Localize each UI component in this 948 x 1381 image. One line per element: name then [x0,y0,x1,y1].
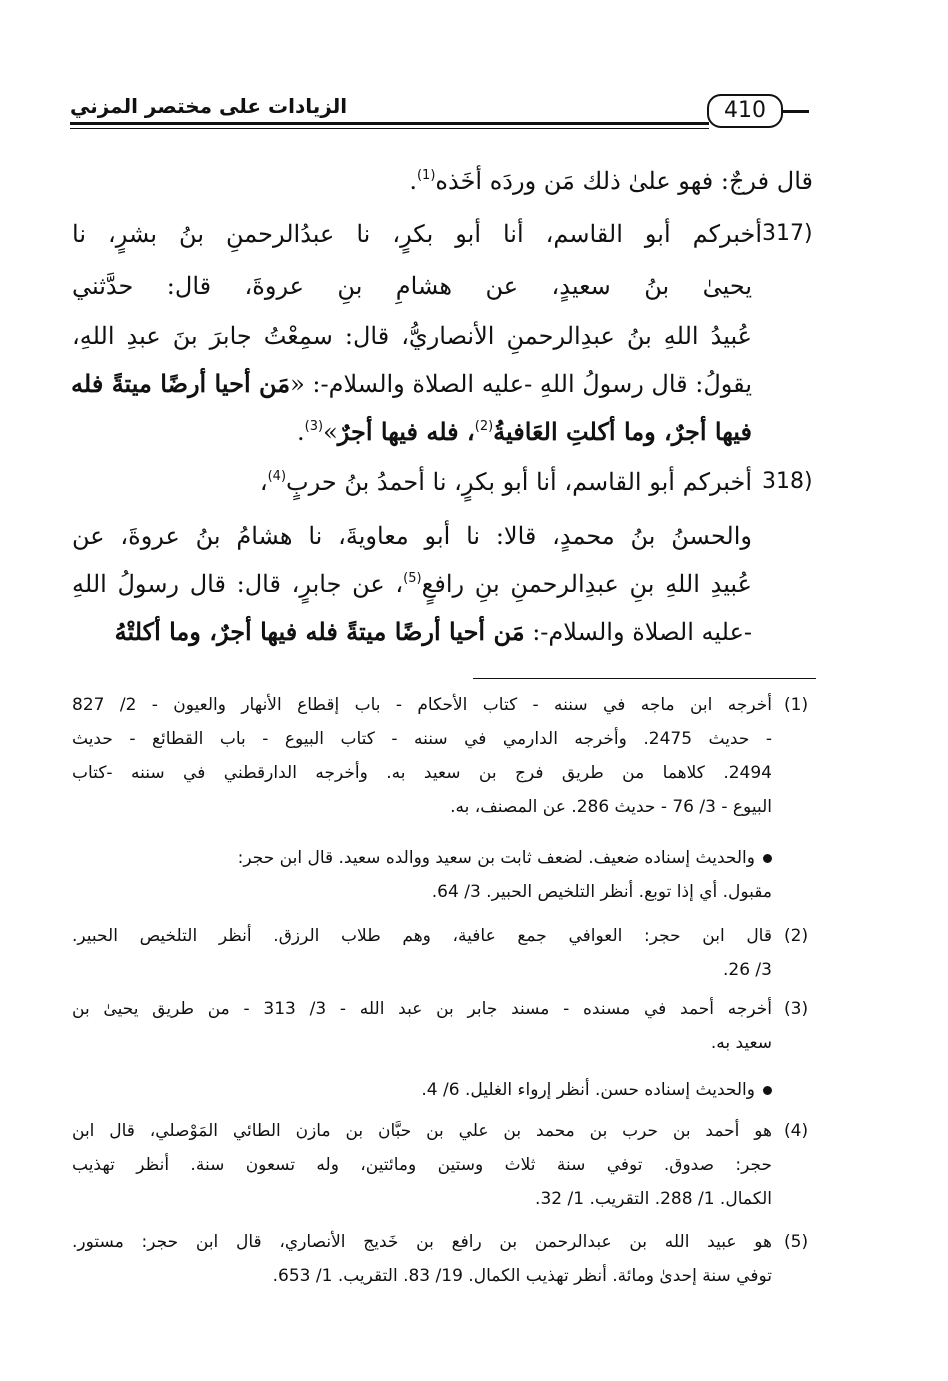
text-run: والحديث إسناده حسن. أنظر إرواء الغليل. 6/ 4. [421,1080,755,1100]
footnote-bullet-line [421,1075,772,1105]
footnote-line: الكمال. 1/ 288. التقريب. 1/ 32. [535,1189,772,1209]
footnote-number: (3) [784,999,809,1019]
footnote-line: - حديث 2475. وأخرجه الدارمي في سننه - كتاب البيوع - باب القطائع - حديث [72,729,772,749]
footnote-line: حجر: صدوق. توفي سنة ثلاث وستين ومائتين، وله تسعون سنة. أنظر تهذيب [72,1155,772,1175]
bullet-icon [763,854,772,863]
footnote-ref: (4) [267,469,287,484]
footnote-bullet-line [238,843,772,873]
text-run: . [409,167,417,195]
footnote-line: 2494. كلاهما من طريق فرج بن سعيد به. وأخرجه الدارقطني في سننه -كتاب [72,763,772,783]
hadith-text: مَن أحيا أرضًا ميتةً فله فيها أجرٌ، وما أكلتْهُ [114,617,525,646]
footnote-line: توفي سنة إحدىٰ ومائة. أنظر تهذيب الكمال. 19/ 83. التقريب. 1/ 653. [272,1266,772,1286]
hadith-number: 317) [762,221,813,246]
text-run: ، عن جابرٍ، قال: قال رسولُ اللهِ [72,570,404,598]
text-run: قال فرجٌ: فهو علىٰ ذلك مَن وردَه أخَذه [435,167,813,195]
text-run: » [323,418,338,446]
hadith-number: 318) [762,469,813,494]
footnote-line: هو أحمد بن حرب بن محمد بن علي بن حبَّان بن مازن الطائي المَوْصلي، قال ابن [72,1121,772,1141]
bullet-icon [763,1086,772,1095]
footnote-line: أخرجه ابن ماجه في سننه - كتاب الأحكام - باب إقطاع الأنهار والعيون - 2/ 827 [72,695,772,715]
text-run: عُبيدِ اللهِ بنِ عبدِالرحمنِ بنِ رافعٍ [421,570,752,598]
text-line [72,566,752,602]
hadith-text: فيها أجرٌ، وما أكلتِ العَافيةُ [493,417,752,446]
text-run: ، [259,468,268,496]
footnote-number: (4) [784,1121,809,1141]
footnote-line: هو عبيد الله بن عبدالرحمن بن رافع بن خَديج الأنصاري، قال ابن حجر: مستور. [72,1232,772,1252]
footnote-ref: (1) [416,168,436,183]
text-line: يحيىٰ بنُ سعيدٍ، عن هشامِ بنِ عروةَ، قال: حدَّثني [72,272,752,300]
footnote-number: (2) [784,926,809,946]
hadith-text: مَن أحيا أرضًا ميتةً فله [71,369,291,398]
footnote-line: أخرجه أحمد في مسنده - مسند جابر بن عبد الله - 3/ 313 - من طريق يحيىٰ بن [72,999,772,1019]
footnote-line: قال ابن حجر: العوافي جمع عافية، وهم طلاب الرزق. أنظر التلخيص الحبير. [72,926,772,946]
text-line: أخبركم أبو القاسم، أنا أبو بكرٍ، نا عبدُالرحمنِ بنُ بشرٍ، نا [72,220,762,248]
text-line [72,614,752,650]
text-line [72,366,752,402]
footnote-line: البيوع - 3/ 76 - حديث 286. عن المصنف، به. [450,797,772,817]
text-line [297,414,752,450]
footnote-ref: (2) [474,419,494,434]
header-rule-thin [70,128,709,129]
text-line: عُبيدُ اللهِ بنُ عبدِالرحمنِ الأنصاريُّ، قال: سمِعْتُ جابرَ بنَ عبدِ اللهِ، [72,322,752,350]
text-line [260,464,752,500]
footnote-number: (5) [784,1232,809,1252]
text-run: . [297,418,305,446]
footnote-separator [473,678,816,679]
text-run: والحديث إسناده ضعيف. لضعف ثابت بن سعيد ووالده سعيد. قال ابن حجر: [237,848,755,868]
text-run: أخبركم أبو القاسم، أنا أبو بكرٍ، نا أحمدُ بنُ حربٍ [286,468,752,496]
text-line [409,163,813,199]
footnote-line: مقبول. أي إذا توبع. أنظر التلخيص الحبير. 3/ 64. [431,882,772,902]
footnote-ref: (5) [403,571,422,586]
header-rule [70,122,709,125]
page-number-tail [781,110,809,113]
text-line: والحسنُ بنُ محمدٍ، قالا: نا أبو معاويةَ، نا هشامُ بنُ عروةَ، عن [72,522,753,550]
page-header [70,88,810,132]
text-run: يقولُ: قال رسولُ اللهِ -عليه الصلاة والسلام-: « [290,370,752,398]
footnote-line: سعيد به. [710,1033,772,1053]
footnote-number: (1) [784,695,809,715]
hadith-text: ، فله فيها أجرٌ [337,417,475,446]
footnote-line: 3/ 26. [722,960,772,980]
footnote-ref: (3) [304,419,324,434]
page-number: 410 [707,94,783,128]
running-title: الزيادات على مختصر المزني [70,94,348,118]
text-run: -عليه الصلاة والسلام-: [524,618,752,646]
